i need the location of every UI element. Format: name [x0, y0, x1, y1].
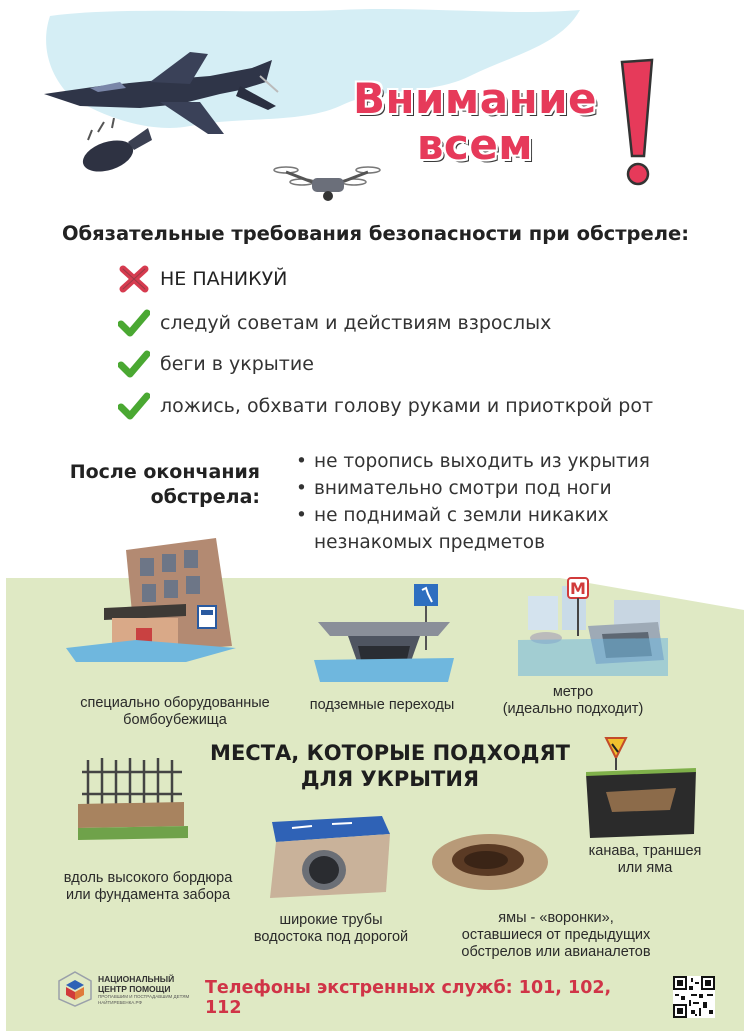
after-shelling-heading	[60, 460, 260, 510]
caption-bomb-shelter	[70, 695, 280, 729]
cross-icon	[118, 264, 150, 294]
caption-line: широкие трубы	[279, 912, 383, 928]
title-line-2: всем	[416, 120, 534, 169]
check-icon	[118, 308, 150, 338]
caption-line: специально оборудованные	[80, 695, 270, 711]
requirement-item-run-to-shelter	[118, 347, 314, 381]
caption-line: (идеально подходит)	[502, 701, 644, 717]
requirement-item-follow-adults	[118, 306, 551, 340]
logo-text	[98, 974, 198, 1006]
drain-pipe-illustration	[262, 812, 392, 904]
logo-subline: НАЙТИРЕБЕНКА.РФ	[98, 1000, 142, 1005]
logo-icon	[56, 970, 94, 1008]
caption-line: метро	[552, 684, 594, 700]
bomb-illustration	[78, 118, 158, 182]
caption-underground-passage	[292, 697, 472, 714]
requirement-item-lie-down	[118, 389, 653, 423]
requirement-item-no-panic	[118, 262, 287, 296]
trench-illustration	[586, 734, 696, 838]
caption-line: бомбоубежища	[123, 712, 227, 728]
metro-sign-letter: М	[570, 579, 586, 598]
fence-illustration	[78, 750, 188, 840]
caption-drain-pipe	[246, 912, 416, 946]
requirement-text: НЕ ПАНИКУЙ	[160, 268, 288, 290]
underground-passage-illustration	[314, 580, 454, 684]
logo-subline: ПРОПАВШИМ И ПОСТРАДАВШИМ ДЕТЯМ	[98, 994, 190, 999]
after-item: • не поднимай с земли никаких незнакомых предметов	[296, 502, 674, 556]
exclamation-mark-icon	[612, 58, 660, 188]
after-heading-line-1: После окончания	[69, 461, 260, 483]
caption-trench	[570, 843, 720, 877]
check-icon	[118, 391, 150, 421]
caption-line: оставшиеся от предыдущих	[461, 927, 651, 943]
title-line-1: Внимание	[352, 74, 598, 123]
caption-metro	[488, 684, 658, 718]
caption-line: ямы - «воронки»,	[498, 910, 614, 926]
places-heading-line-2: ДЛЯ УКРЫТИЯ	[300, 767, 480, 791]
check-icon	[118, 349, 150, 379]
logo-line: НАЦИОНАЛЬНЫЙ	[98, 974, 175, 984]
after-heading-line-2: обстрела:	[150, 486, 260, 508]
places-heading-line-1: МЕСТА, КОТОРЫЕ ПОДХОДЯТ	[210, 741, 570, 765]
caption-line: канава, траншея	[588, 843, 702, 859]
requirement-text: беги в укрытие	[160, 353, 314, 375]
crater-illustration	[430, 822, 550, 894]
requirements-heading: Обязательные требования безопасности при обстреле:	[61, 222, 690, 245]
metro-illustration	[518, 576, 668, 676]
bomb-shelter-illustration	[66, 536, 246, 664]
caption-line: или фундамента забора	[65, 887, 231, 903]
caption-line: обстрелов или авианалетов	[461, 944, 651, 960]
caption-fence	[48, 870, 248, 904]
caption-line: подземные переходы	[309, 697, 455, 713]
logo-line: ЦЕНТР ПОМОЩИ	[98, 984, 171, 994]
after-item: • не торопись выходить из укрытия	[296, 448, 726, 475]
poster-title	[330, 76, 620, 168]
caption-line: или яма	[617, 860, 673, 876]
places-heading	[190, 740, 590, 792]
organization-logo	[56, 968, 190, 1012]
caption-line: вдоль высокого бордюра	[63, 870, 233, 886]
after-item: • внимательно смотри под ноги	[296, 475, 726, 502]
emergency-phones: Телефоны экстренных служб: 101, 102, 112	[205, 978, 612, 1018]
fighter-jet-illustration	[40, 46, 280, 146]
caption-crater	[446, 910, 666, 961]
qr-code-icon	[673, 976, 715, 1018]
requirement-text: ложись, обхвати голову руками и приоткрой рот	[160, 395, 654, 417]
requirement-text: следуй советам и действиям взрослых	[160, 312, 552, 334]
caption-line: водостока под дорогой	[253, 929, 409, 945]
